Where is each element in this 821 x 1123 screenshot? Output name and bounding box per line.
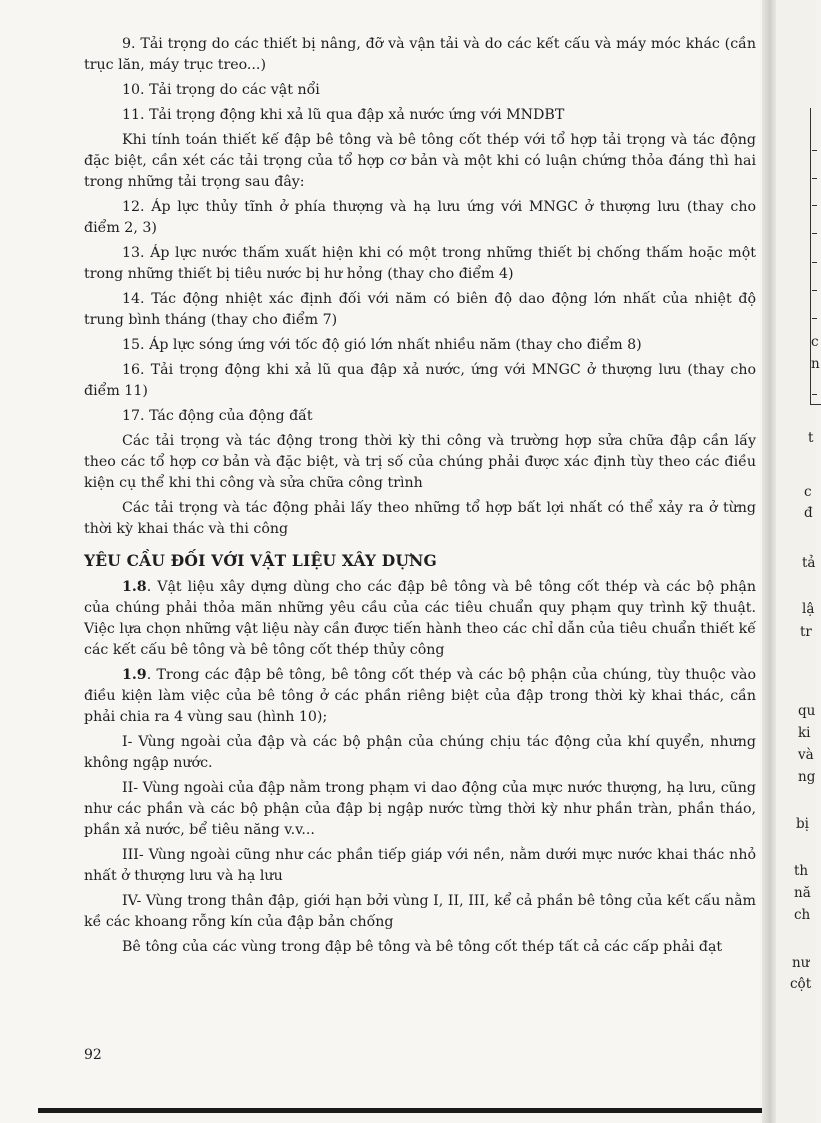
paragraph: 9. Tải trọng do các thiết bị nâng, đỡ và vận tải và do các kết cấu và máy móc khác (cần trục lăn, máy trục treo...): [84, 36, 756, 73]
text-fragment: n: [811, 356, 820, 372]
text-fragment: ch: [794, 907, 811, 923]
table-rule: [812, 318, 817, 319]
paragraph: 10. Tải trọng do các vật nổi: [122, 82, 320, 98]
paragraph: Khi tính toán thiết kế đập bê tông và bê tông cốt thép với tổ hợp tải trọng và tác động đặc biệt, cần xét các tải trọng của tổ hợp cơ bản và một khi có luận chứng thỏa đáng thì hai trong những tải trọng sau đây:: [84, 132, 756, 190]
zone-item: II- Vùng ngoài của đập nằm trong phạm vi dao động của mực nước thượng, hạ lưu, cũng như các phần và các bộ phận của đập bị ngập nước từng thời kỳ như phần tràn, phần tháo, phần xả nước, bể tiêu năng v.v...: [84, 780, 756, 838]
table-rule: [812, 205, 817, 206]
text-fragment: nư: [792, 955, 810, 971]
section-heading: YÊU CẦU ĐỐI VỚI VẬT LIỆU XÂY DỰNG: [84, 551, 437, 570]
table-rule: [812, 178, 817, 179]
clause-number: 1.9: [122, 667, 147, 683]
table-rule: [812, 233, 817, 234]
table-rule: [812, 394, 817, 395]
paragraph: Bê tông của các vùng trong đập bê tông và bê tông cốt thép tất cả các cấp phải đạt: [122, 939, 723, 955]
paragraph: Các tải trọng và tác động trong thời kỳ thi công và trường hợp sửa chữa đập cần lấy theo các tổ hợp cơ bản và đặc biệt, và trị số của chúng phải được xác định tùy theo các điều kiện cụ thể khi thi công và sửa chữa công trình: [84, 433, 756, 491]
paragraph: 11. Tải trọng động khi xả lũ qua đập xả nước ứng với MNDBT: [122, 107, 565, 123]
paragraph: Các tải trọng và tác động phải lấy theo những tổ hợp bất lợi nhất có thể xảy ra ở từng thời kỳ khai thác và thi công: [84, 500, 756, 537]
text-fragment: lậ: [802, 601, 815, 617]
paragraph: 13. Áp lực nước thấm xuất hiện khi có một trong những thiết bị chống thấm hoặc một trong những thiết bị tiêu nước bị hư hỏng (thay cho điểm 4): [84, 245, 756, 282]
text-fragment: ki: [798, 725, 811, 741]
text-fragment: cột: [790, 976, 812, 992]
text-fragment: nă: [794, 885, 811, 901]
text-fragment: và: [798, 747, 814, 763]
paragraph: 15. Áp lực sóng ứng với tốc độ gió lớn nhất nhiều năm (thay cho điểm 8): [122, 337, 642, 353]
clause-text: . Trong các đập bê tông, bê tông cốt thép và các bộ phận của chúng, tùy thuộc vào điều kiện làm việc của bê tông ở các phần riêng biệt của đập trong thời kỳ khai thác, cần phải chia ra 4 vùng sau (hình 10);: [84, 667, 756, 725]
text-fragment: qu: [798, 703, 816, 719]
page-number: 92: [84, 1047, 102, 1063]
zone-item: I- Vùng ngoài của đập và các bộ phận của chúng chịu tác động của khí quyển, nhưng không ngập nước.: [84, 734, 756, 771]
text-fragment: th: [794, 863, 809, 879]
book-spine: [762, 0, 776, 1123]
text-fragment: ng: [798, 769, 816, 785]
text-fragment: tả: [802, 555, 816, 571]
zone-item: IV- Vùng trong thân đập, giới hạn bởi vùng I, II, III, kể cả phần bê tông của kết cấu nằm kề các khoang rỗng kín của đập bản chống: [84, 893, 756, 930]
text-fragment: t: [808, 430, 814, 446]
clause-text: . Vật liệu xây dựng dùng cho các đập bê tông và bê tông cốt thép và các bộ phận của chúng phải thỏa mãn những yêu cầu của các tiêu chuẩn quy phạm quy trình kỹ thuật. Việc lựa chọn những vật liệu này cần được tiến hành theo các chỉ dẫn của tiêu chuẩn thiết kế các kết cấu bê tông và bê tông cốt thép thủy công: [84, 579, 756, 658]
paragraph: 12. Áp lực thủy tĩnh ở phía thượng và hạ lưu ứng với MNGC ở thượng lưu (thay cho điểm 2, 3): [84, 199, 756, 236]
text-fragment: c: [804, 484, 812, 500]
clause-1-9: [84, 665, 756, 728]
table-rule: [812, 150, 817, 151]
table-rule: [812, 262, 817, 263]
paragraph: 14. Tác động nhiệt xác định đối với năm có biên độ dao động lớn nhất của nhiệt độ trung bình tháng (thay cho điểm 7): [84, 291, 756, 328]
zone-item: III- Vùng ngoài cũng như các phần tiếp giáp với nền, nằm dưới mực nước khai thác nhỏ nhất ở thượng lưu và hạ lưu: [84, 847, 756, 884]
clause-1-8: [84, 577, 756, 661]
clause-number: 1.8: [122, 579, 147, 595]
bottom-rule: [38, 1108, 773, 1113]
adjacent-page-edge: [776, 0, 820, 1123]
page-body: [84, 34, 756, 959]
text-fragment: bị: [796, 816, 809, 832]
paragraph: 16. Tải trọng động khi xả lũ qua đập xả nước, ứng với MNGC ở thượng lưu (thay cho điểm 11): [84, 362, 756, 399]
text-fragment: c: [811, 334, 819, 350]
paragraph: 17. Tác động của động đất: [122, 408, 313, 424]
text-fragment: đ: [804, 505, 813, 521]
table-rule: [812, 290, 817, 291]
text-fragment: tr: [800, 624, 812, 640]
